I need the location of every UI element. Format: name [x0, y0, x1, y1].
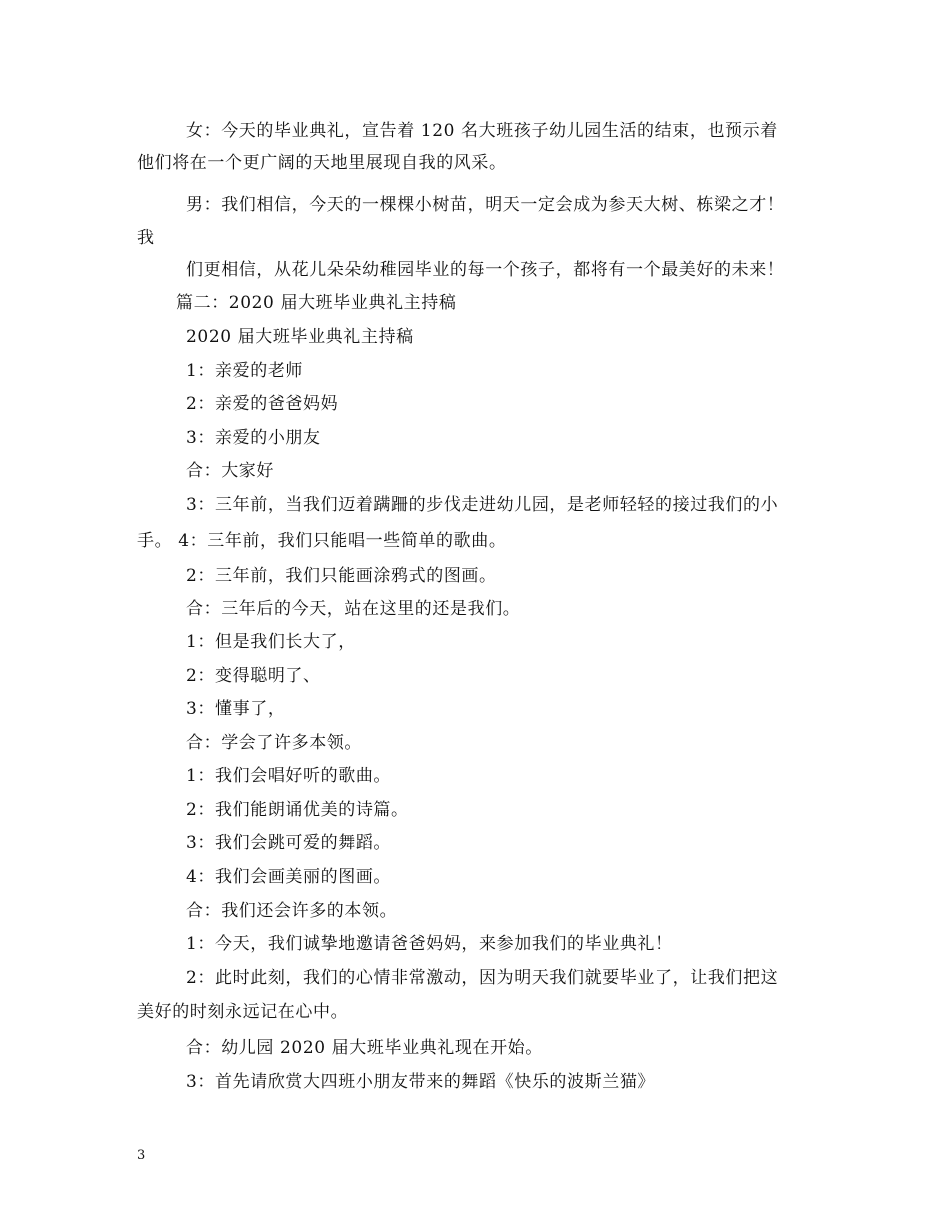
text-line: 男：我们相信，今天的一棵棵小树苗，明天一定会成为参天大树、栋梁之才！	[186, 195, 785, 215]
text-line: 合：大家好	[186, 461, 274, 481]
text-line: 4：我们会画美丽的图画。	[186, 867, 392, 887]
text-line: 1：我们会唱好听的歌曲。	[186, 766, 392, 786]
text-line: 我	[137, 228, 155, 248]
text-line: 合：幼儿园 2020 届大班毕业典礼现在开始。	[186, 1038, 543, 1058]
text-line: 3：三年前，当我们迈着蹒跚的步伐走进幼儿园，是老师轻轻的接过我们的小	[186, 495, 779, 515]
text-line: 1：但是我们长大了，	[186, 632, 356, 652]
text-line: 女：今天的毕业典礼，宣告着 120 名大班孩子幼儿园生活的结束，也预示着	[186, 121, 778, 141]
page-number: 3	[137, 1148, 146, 1163]
text-line: 2：变得聪明了、	[186, 666, 321, 686]
text-line: 们更相信，从花儿朵朵幼稚园毕业的每一个孩子，都将有一个最美好的未来！	[186, 260, 785, 280]
text-line: 2：三年前，我们只能画涂鸦式的图画。	[186, 566, 497, 586]
text-line: 手。 4：三年前，我们只能唱一些简单的歌曲。	[137, 531, 507, 551]
text-line: 3：亲爱的小朋友	[186, 428, 321, 448]
document-title: 2020 届大班毕业典礼主持稿	[186, 327, 414, 347]
text-line: 1：今天，我们诚挚地邀请爸爸妈妈，来参加我们的毕业典礼！	[186, 934, 673, 954]
text-line: 3：我们会跳可爱的舞蹈。	[186, 833, 392, 853]
text-line: 合：学会了许多本领。	[186, 733, 362, 753]
text-line: 3：首先请欣赏大四班小朋友带来的舞蹈《快乐的波斯兰猫》	[186, 1072, 656, 1092]
text-line: 1：亲爱的老师	[186, 361, 304, 381]
text-line: 2：此时此刻，我们的心情非常激动，因为明天我们就要毕业了，让我们把这	[186, 968, 779, 988]
text-line: 2：亲爱的爸爸妈妈	[186, 394, 339, 414]
text-line: 合：三年后的今天，站在这里的还是我们。	[186, 599, 521, 619]
text-line: 2：我们能朗诵优美的诗篇。	[186, 800, 409, 820]
text-line: 合：我们还会许多的本领。	[186, 901, 398, 921]
text-line: 3：懂事了，	[186, 699, 286, 719]
text-line: 他们将在一个更广阔的天地里展现自我的风采。	[137, 153, 507, 173]
text-line: 美好的时刻永远记在心中。	[137, 1002, 349, 1022]
section-heading: 篇二：2020 届大班毕业典礼主持稿	[176, 293, 457, 313]
